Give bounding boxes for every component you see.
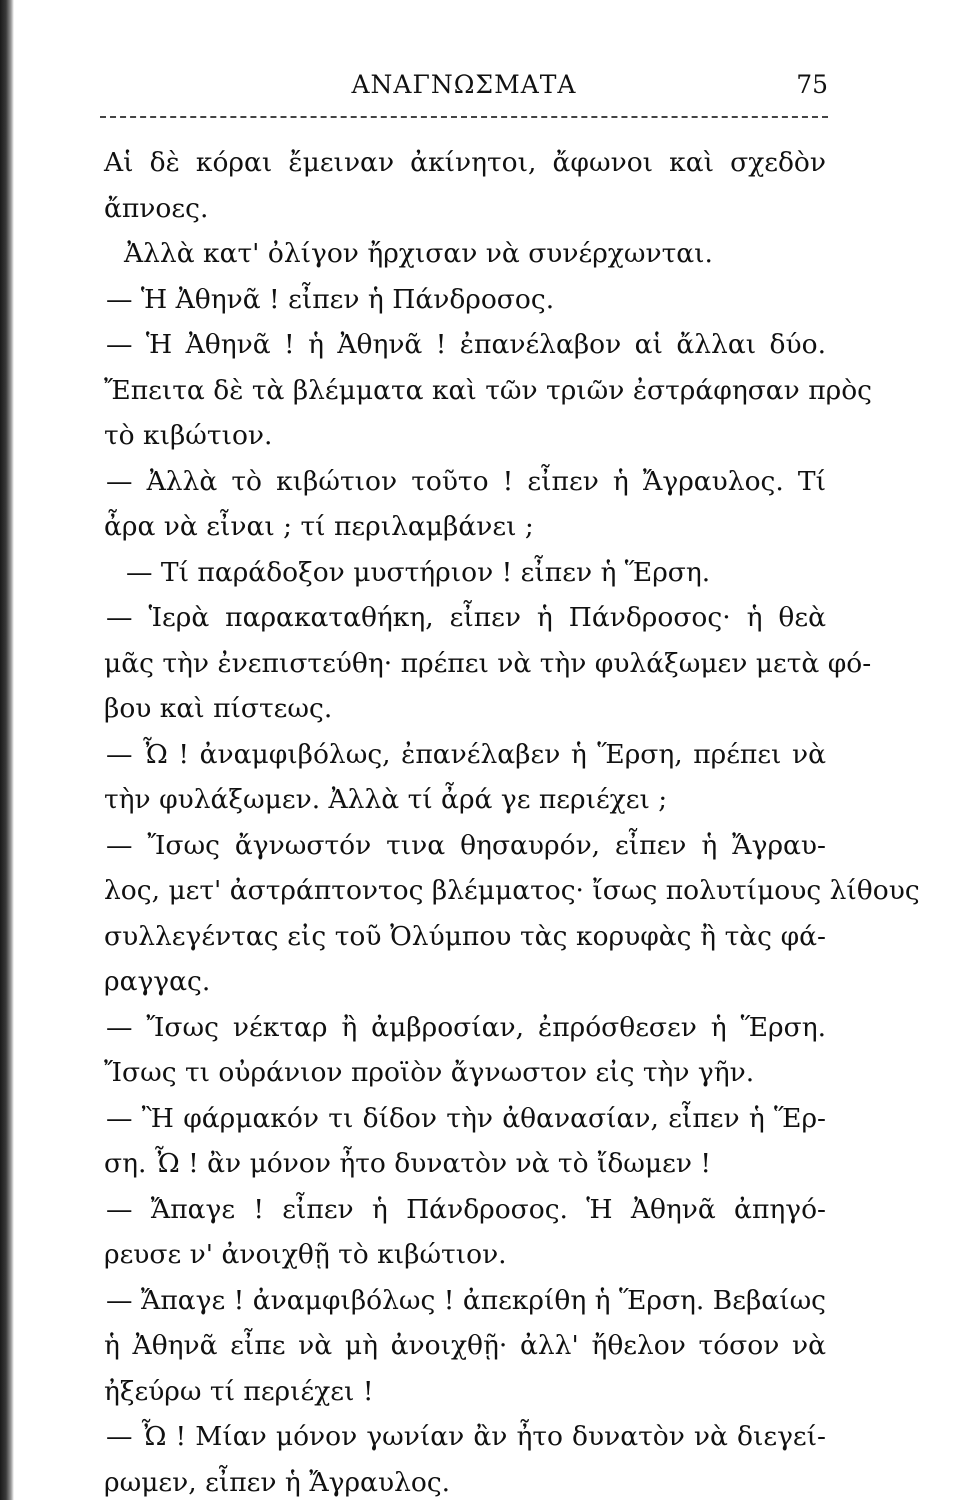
text-line: — Ἄπαγε ! ἀναμφιβόλως ! ἀπεκρίθη ἡ Ἕρση. Βεβαίως xyxy=(104,1278,826,1324)
text-line: συλλεγέντας εἰς τοῦ Ὀλύμπου τὰς κορυφὰς ἢ τὰς φά- xyxy=(104,914,826,960)
running-title: ΑΝΑΓΝΩΣΜΑΤΑ xyxy=(100,70,828,99)
page-header xyxy=(100,70,828,110)
text-line: — Ἀλλὰ τὸ κιβώτιον τοῦτο ! εἶπεν ἡ Ἄγραυλος. Τί xyxy=(104,459,826,505)
text-line: — Ἡ Ἀθηνᾶ ! ἡ Ἀθηνᾶ ! ἐπανέλαβον αἱ ἄλλαι δύο. xyxy=(104,322,826,368)
text-line: — Ἄπαγε ! εἶπεν ἡ Πάνδροσος. Ἡ Ἀθηνᾶ ἀπηγό- xyxy=(104,1187,826,1233)
text-line: τὸ κιβώτιον. xyxy=(104,413,826,459)
text-line: Ἀλλὰ κατ' ὀλίγον ἤρχισαν νὰ συνέρχωνται. xyxy=(104,231,826,277)
text-line: — Ἱερὰ παρακαταθήκη, εἶπεν ἡ Πάνδροσος· ἡ θεὰ xyxy=(104,595,826,641)
text-line: λος, μετ' ἀστράπτοντος βλέμματος· ἴσως πολυτίμους λίθους xyxy=(104,868,826,914)
text-line: Ἔπειτα δὲ τὰ βλέμματα καὶ τῶν τριῶν ἐστράφησαν πρὸς xyxy=(104,368,826,414)
text-line: μᾶς τὴν ἐνεπιστεύθη· πρέπει νὰ τὴν φυλάξωμεν μετὰ φό- xyxy=(104,641,826,687)
text-line: ραγγας. xyxy=(104,959,826,1005)
text-line: ἡ Ἀθηνᾶ εἶπε νὰ μὴ ἀνοιχθῇ· ἀλλ' ἤθελον τόσον νὰ xyxy=(104,1323,826,1369)
text-line: Ἴσως τι οὐράνιον προϊὸν ἄγνωστον εἰς τὴν γῆν. xyxy=(104,1050,826,1096)
text-line: — Ἡ Ἀθηνᾶ ! εἶπεν ἡ Πάνδροσος. xyxy=(104,277,826,323)
text-line: ση. Ὦ ! ἂν μόνον ἦτο δυνατὸν νὰ τὸ ἴδωμεν ! xyxy=(104,1141,826,1187)
text-line: — Ὦ ! ἀναμφιβόλως, ἐπανέλαβεν ἡ Ἕρση, πρέπει νὰ xyxy=(104,732,826,778)
text-line: — Τί παράδοξον μυστήριον ! εἶπεν ἡ Ἕρση. xyxy=(104,550,826,596)
text-line: ρωμεν, εἶπεν ἡ Ἄγραυλος. xyxy=(104,1460,826,1505)
text-line: τὴν φυλάξωμεν. Ἀλλὰ τί ἆρά γε περιέχει ; xyxy=(104,777,826,823)
text-line: — Ἢ φάρμακόν τι δίδον τὴν ἀθανασίαν, εἶπεν ἡ Ἕρ- xyxy=(104,1096,826,1142)
text-line: ἠξεύρω τί περιέχει ! xyxy=(104,1369,826,1415)
page-binding-edge xyxy=(0,0,14,1500)
text-line: — Ὦ ! Μίαν μόνον γωνίαν ἂν ἦτο δυνατὸν νὰ διεγεί- xyxy=(104,1414,826,1460)
header-rule xyxy=(100,116,828,118)
text-line: ρευσε ν' ἀνοιχθῇ τὸ κιβώτιον. xyxy=(104,1232,826,1278)
text-line: — Ἴσως ἄγνωστόν τινα θησαυρόν, εἶπεν ἡ Ἄγραυ- xyxy=(104,823,826,869)
text-line: — Ἴσως νέκταρ ἢ ἀμβροσίαν, ἐπρόσθεσεν ἡ Ἕρση. xyxy=(104,1005,826,1051)
text-line: ἄπνοες. xyxy=(104,186,826,232)
text-line: βου καὶ πίστεως. xyxy=(104,686,826,732)
text-line: ἆρα νὰ εἶναι ; τί περιλαμβάνει ; xyxy=(104,504,826,550)
body-text xyxy=(104,140,826,1505)
text-line: Αἱ δὲ κόραι ἔμειναν ἀκίνητοι, ἄφωνοι καὶ σχεδὸν xyxy=(104,140,826,186)
page-number: 75 xyxy=(796,70,828,99)
